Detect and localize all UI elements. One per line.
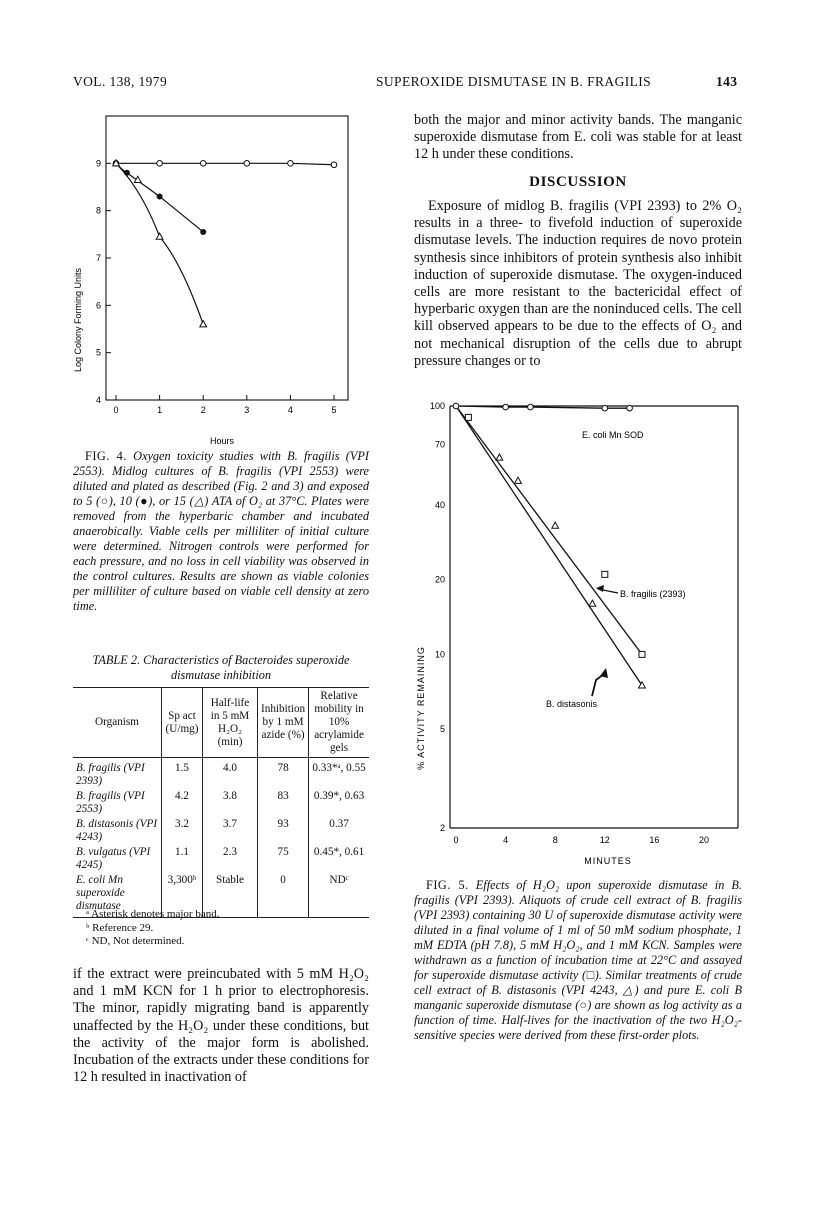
cell-mobility: 0.39*, 0.63 [309, 789, 369, 817]
col-organism: Organism [73, 688, 162, 758]
discussion-text: Exposure of midlog B. fragilis (VPI 2393) to 2% O₂ results in a three- to fivefold induction of superoxide dismutase levels. The induction requires de novo protein synthesis since inhibitors of protein synthesis also inhibit induction of superoxide dismutase. The oxygen-induced cells are more resistant to the bactericidal effect of hyperbaric oxygen than are the noninduced cells. The cell kill observed appears to be due to the effects of O₂ and not mechanical disruption of the cells due to abrupt pressure changes or to [414, 198, 742, 369]
table-row [73, 817, 369, 845]
right-column-top-text: both the major and minor activity bands. The manganic superoxide dismutase from E. coli was stable for at least 12 h under these conditions. [414, 112, 742, 163]
table-row [73, 789, 369, 817]
cell-azide: 0 [258, 873, 309, 918]
x-tick-label: 4 [503, 835, 509, 845]
col-halflife: Half-life in 5 mM H₂O₂ (min) [203, 688, 258, 758]
figure-4-caption [73, 449, 369, 614]
running-header-volume: VOL. 138, 1979 [73, 74, 168, 89]
data-point [515, 477, 522, 483]
y-tick-label: 10 [434, 649, 445, 660]
cell-organism: B. vulgatus (VPI 4245) [76, 846, 151, 871]
x-tick-label: 0 [453, 835, 459, 845]
series-label-ecoli: E. coli Mn SOD [582, 430, 644, 440]
footnote: ᵃ Asterisk denotes major band. [86, 908, 220, 920]
x-tick-label: 5 [331, 405, 337, 415]
footnote: ᶜ ND, Not determined. [86, 935, 185, 947]
data-point [156, 233, 163, 239]
cell-mobility: 0.45*, 0.61 [309, 845, 369, 873]
series-label-distasonis: B. distasonis [546, 699, 598, 709]
data-point [528, 404, 534, 410]
data-point [200, 229, 206, 235]
data-point [639, 651, 645, 657]
y-tick-label: 6 [95, 300, 101, 311]
figure-5-caption-label: FIG. 5. [426, 878, 469, 892]
y-tick-label: 20 [434, 574, 445, 585]
cell-spact: 4.2 [162, 789, 203, 817]
x-tick-label: 1 [157, 405, 163, 415]
data-point [602, 571, 608, 577]
data-point [157, 193, 163, 199]
cell-organism: B. fragilis (VPI 2393) [76, 762, 145, 787]
data-point [627, 405, 633, 411]
table-footnotes [86, 908, 366, 949]
data-point [503, 404, 509, 410]
figure-4-caption-label: FIG. 4. [85, 449, 127, 463]
data-point [200, 321, 207, 327]
figure-5-chart [410, 398, 746, 868]
cell-spact: 3.2 [162, 817, 203, 845]
annotation-arrows [592, 585, 618, 696]
data-point [331, 162, 337, 168]
cell-azide: 93 [258, 817, 309, 845]
x-tick-label: 8 [552, 835, 558, 845]
cell-spact: 1.1 [162, 845, 203, 873]
y-tick-label: 40 [434, 499, 445, 510]
cell-organism: B. fragilis (VPI 2553) [76, 790, 145, 815]
page-number: 143 [716, 74, 738, 89]
cell-azide: 83 [258, 789, 309, 817]
x-tick-label: 12 [599, 835, 610, 845]
data-point [288, 161, 294, 167]
footnote: ᵇ Reference 29. [86, 921, 154, 934]
x-tick-label: 0 [113, 405, 119, 415]
x-tick-label: 3 [244, 405, 250, 415]
table-2 [73, 687, 369, 918]
data-point [200, 161, 206, 167]
col-mobility: Relative mobility in 10% acrylamide gels [309, 688, 369, 758]
y-tick-label: 9 [95, 158, 101, 169]
data-point [124, 170, 130, 176]
figure-4-chart [70, 108, 370, 448]
data-point [552, 522, 559, 528]
data-point [453, 403, 459, 409]
cell-organism: B. distasonis (VPI 4243) [76, 818, 158, 843]
x-axis-label: MINUTES [584, 856, 632, 866]
cell-halflife: 3.7 [203, 817, 258, 845]
cell-organism: E. coli Mn superoxide dismutase [73, 873, 162, 918]
x-tick-label: 2 [200, 405, 206, 415]
plot-frame [106, 116, 348, 400]
data-point [496, 454, 503, 460]
series-line [116, 163, 334, 164]
cell-mobility: 0.37 [309, 817, 369, 845]
data-point [465, 414, 471, 420]
data-point [589, 600, 596, 606]
series-label-fragilis: B. fragilis (2393) [620, 589, 686, 599]
cell-mobility: NDᶜ [309, 873, 369, 918]
data-point [602, 405, 608, 411]
col-spact: Sp act (U/mg) [162, 688, 203, 758]
cell-azide: 75 [258, 845, 309, 873]
cell-spact: 1.5 [162, 758, 203, 790]
y-tick-label: 100 [429, 401, 445, 411]
cell-halflife: 4.0 [203, 758, 258, 790]
figure-5-caption-text: Effects of H₂O₂ upon superoxide dismutase in B. fragilis (VPI 2393). Aliquots of crude cell extract of B. fragilis (VPI 2393) containing 30 U of superoxide dismutase activity were diluted in a final volume of 1 ml of 50 mM sodium phosphate, 1 mM EDTA (pH 7.8), 5 mM H₂O₂, and 1 mM KCN. Samples were withdrawn as a function of incubation time at 22°C and assayed for superoxide dismutase activity (□). Similar treatments of crude cell extract of B. distasonis (VPI 4243, △) and pure E. coli B manganic superoxide dismutase (○) are shown as log activity as a function of time. Half-lives for the inactivation of the two H₂O₂-sensitive species were derived from these first-order plots. [414, 878, 743, 1042]
series-line [116, 163, 203, 324]
y-tick-label: 5 [95, 347, 101, 358]
figure-5-caption [414, 878, 742, 1043]
col-azide: Inhibition by 1 mM azide (%) [258, 688, 309, 758]
y-axis-label: % ACTIVITY REMAINING [416, 646, 426, 770]
cell-halflife: 3.8 [203, 789, 258, 817]
series-line [456, 406, 642, 685]
cell-mobility: 0.33*ᵃ, 0.55 [309, 758, 369, 790]
data-point [244, 161, 250, 167]
running-header-title: SUPEROXIDE DISMUTASE IN B. FRAGILIS [376, 74, 652, 89]
table-row [73, 845, 369, 873]
cell-halflife: 2.3 [203, 845, 258, 873]
y-tick-label: 8 [95, 205, 101, 216]
table-row [73, 758, 369, 790]
y-tick-label: 7 [95, 253, 101, 263]
figure-4-caption-text: Oxygen toxicity studies with B. fragilis (VPI 2553). Midlog cultures of B. fragilis (VPI 2553) were diluted and plated as described (Fig. 2 and 3) and exposed to 5 (○), 10 (●), or 15 (△) ATA of O₂ at 37°C. Plates were removed from the hyperbaric chamber and incubated anaerobically. Viable cells per milliliter of initial culture were determined. Nitrogen controls were performed for each pressure, and no loss in cell viability was observed in the control cultures. Results are shown as viable colonies per milliliter of culture based on viable cell density at zero time. [73, 449, 369, 613]
y-tick-label: 2 [439, 823, 445, 833]
table-2-title: TABLE 2. Characteristics of Bacteroides superoxide dismutase inhibition [92, 653, 350, 682]
x-tick-label: 4 [287, 405, 293, 415]
x-axis-label: Hours [209, 436, 235, 446]
y-axis-label: Log Colony Forming Units [73, 267, 83, 373]
data-point [157, 161, 163, 167]
y-tick-label: 4 [95, 395, 101, 405]
y-tick-label: 70 [434, 439, 445, 450]
left-column-text: if the extract were preincubated with 5 mM H₂O₂ and 1 mM KCN for 1 h prior to electrophoresis. The minor, rapidly migrating band is apparently unaffected by the H₂O₂ under these conditions, but the activity of the major form is abolished. Incubation of the extracts under these conditions for 12 h resulted in inactivation of [73, 966, 369, 1086]
x-tick-label: 20 [698, 835, 710, 845]
discussion-heading: DISCUSSION [529, 174, 627, 190]
x-tick-label: 16 [649, 835, 660, 845]
y-tick-label: 5 [439, 724, 445, 735]
cell-azide: 78 [258, 758, 309, 790]
cell-spact: 3,300ᵇ [162, 873, 203, 918]
series-line [456, 406, 642, 654]
cell-halflife: Stable [203, 873, 258, 918]
